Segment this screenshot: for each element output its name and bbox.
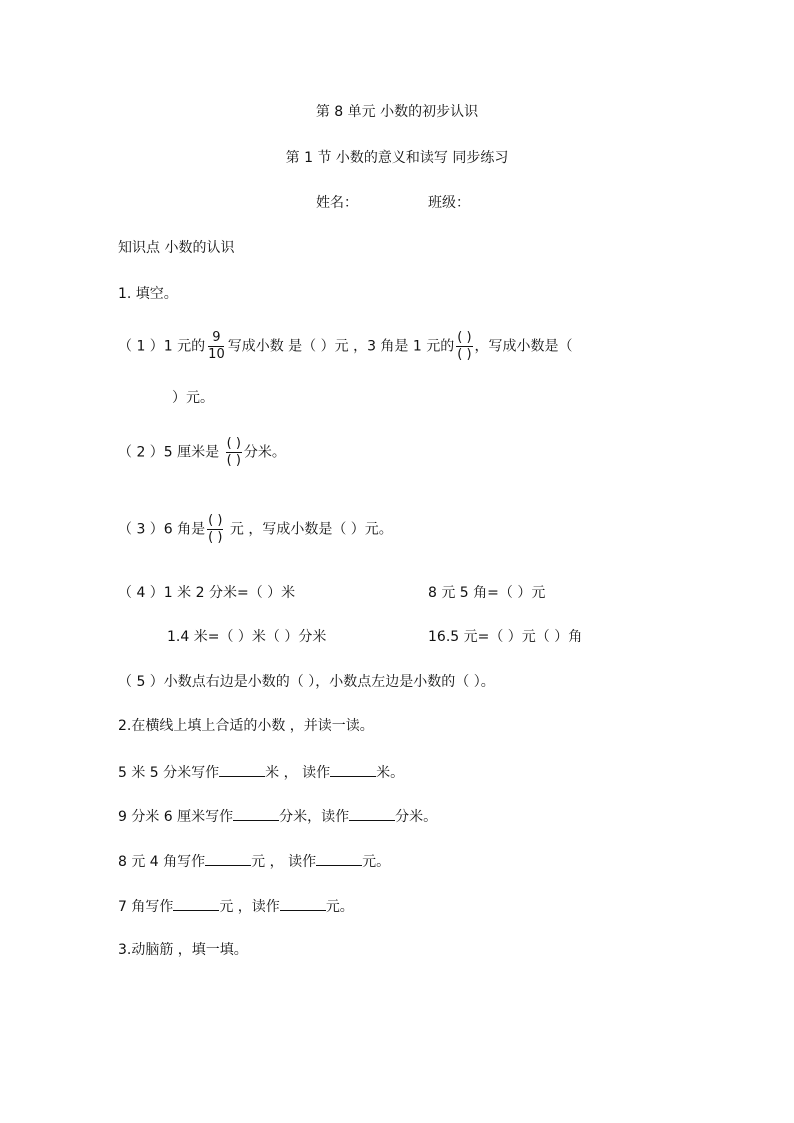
answer-blank[interactable] [330,762,376,777]
q2-row-text-a: 7 角写作 [118,899,174,915]
name-label: 姓名： [316,195,358,211]
answer-blank[interactable] [316,851,362,866]
q2-row [118,806,437,826]
q1-part1-text-a: （ 1 ）1 元的 [118,338,206,355]
answer-blank[interactable] [205,851,251,866]
fraction-denominator[interactable]: ( ) [208,530,223,545]
fraction-blank[interactable] [207,513,223,546]
fraction-denominator[interactable]: ( ) [226,453,241,468]
q1-part1-text-c: ，写成小数是（ [474,338,573,355]
q2-row [118,762,404,782]
q2-row-text-c: 分米。 [395,809,438,825]
fraction-blank[interactable] [456,330,472,363]
q2-row-text-b: 分米，读作 [279,809,350,825]
q2-row-text-a: 5 米 5 分米写作 [118,765,220,781]
section-title: 第 1 节 小数的意义和读写 同步练习 [285,150,509,166]
q2-row-text-c: 米。 [376,765,405,781]
q2-row-text-b: 米 ， 读作 [265,765,331,781]
fraction-denominator: 10 [208,347,225,362]
fraction-nine-tenths [207,330,226,363]
q1-part1-continuation: ）元。 [172,390,214,406]
q1-part4-row2-left: 1.4 米=（ ）米（ ）分米 [167,629,327,645]
answer-blank[interactable] [349,806,395,821]
q2-row [118,851,390,871]
q1-part1 [118,330,573,363]
class-label: 班级： [428,195,470,211]
q1-part4-row2-right: 16.5 元=（ ）元（ ）角 [428,629,583,645]
question-2-title: 2.在横线上填上合适的小数 ，并读一读。 [118,718,374,734]
q2-row-text-b: 元 ，读作 [219,899,280,915]
q1-part2-text-b: 分米。 [243,444,286,461]
q1-part3 [118,513,393,546]
answer-blank[interactable] [219,762,265,777]
q2-row [118,896,354,916]
question-3-title: 3.动脑筋 ，填一填。 [118,942,248,958]
fraction-numerator[interactable]: ( ) [457,330,472,345]
q1-part4-row1-right: 8 元 5 角=（ ）元 [428,585,546,601]
fraction-blank[interactable] [226,436,242,469]
unit-title: 第 8 单元 小数的初步认识 [315,104,479,120]
fraction-numerator: 9 [208,330,224,347]
q2-row-text-c: 元。 [362,854,391,870]
q2-row-text-a: 8 元 4 角写作 [118,854,206,870]
answer-blank[interactable] [233,806,279,821]
fraction-denominator[interactable]: ( ) [457,347,472,362]
answer-blank[interactable] [280,896,326,911]
fraction-numerator[interactable]: ( ) [208,513,223,528]
q2-row-text-b: 元 ， 读作 [251,854,317,870]
question-1-title: 1. 填空。 [118,286,178,302]
q2-row-text-c: 元。 [325,899,354,915]
q1-part5: （ 5 ）小数点右边是小数的（ ），小数点左边是小数的（ ）。 [118,674,495,690]
q1-part4-row1-left: （ 4 ）1 米 2 分米=（ ）米 [118,585,296,601]
q1-part1-text-b: 写成小数 是（ ）元 ，3 角是 1 元的 [227,338,455,355]
q1-part2 [118,436,286,469]
q1-part3-text-a: （ 3 ）6 角是 [118,521,206,538]
q2-row-text-a: 9 分米 6 厘米写作 [118,809,234,825]
q1-part3-text-b: 元 ，写成小数是（ ）元。 [225,521,393,538]
answer-blank[interactable] [173,896,219,911]
fraction-numerator[interactable]: ( ) [226,436,241,451]
knowledge-point-heading: 知识点 小数的认识 [118,240,235,256]
q1-part2-text-a: （ 2 ）5 厘米是 [118,444,224,461]
